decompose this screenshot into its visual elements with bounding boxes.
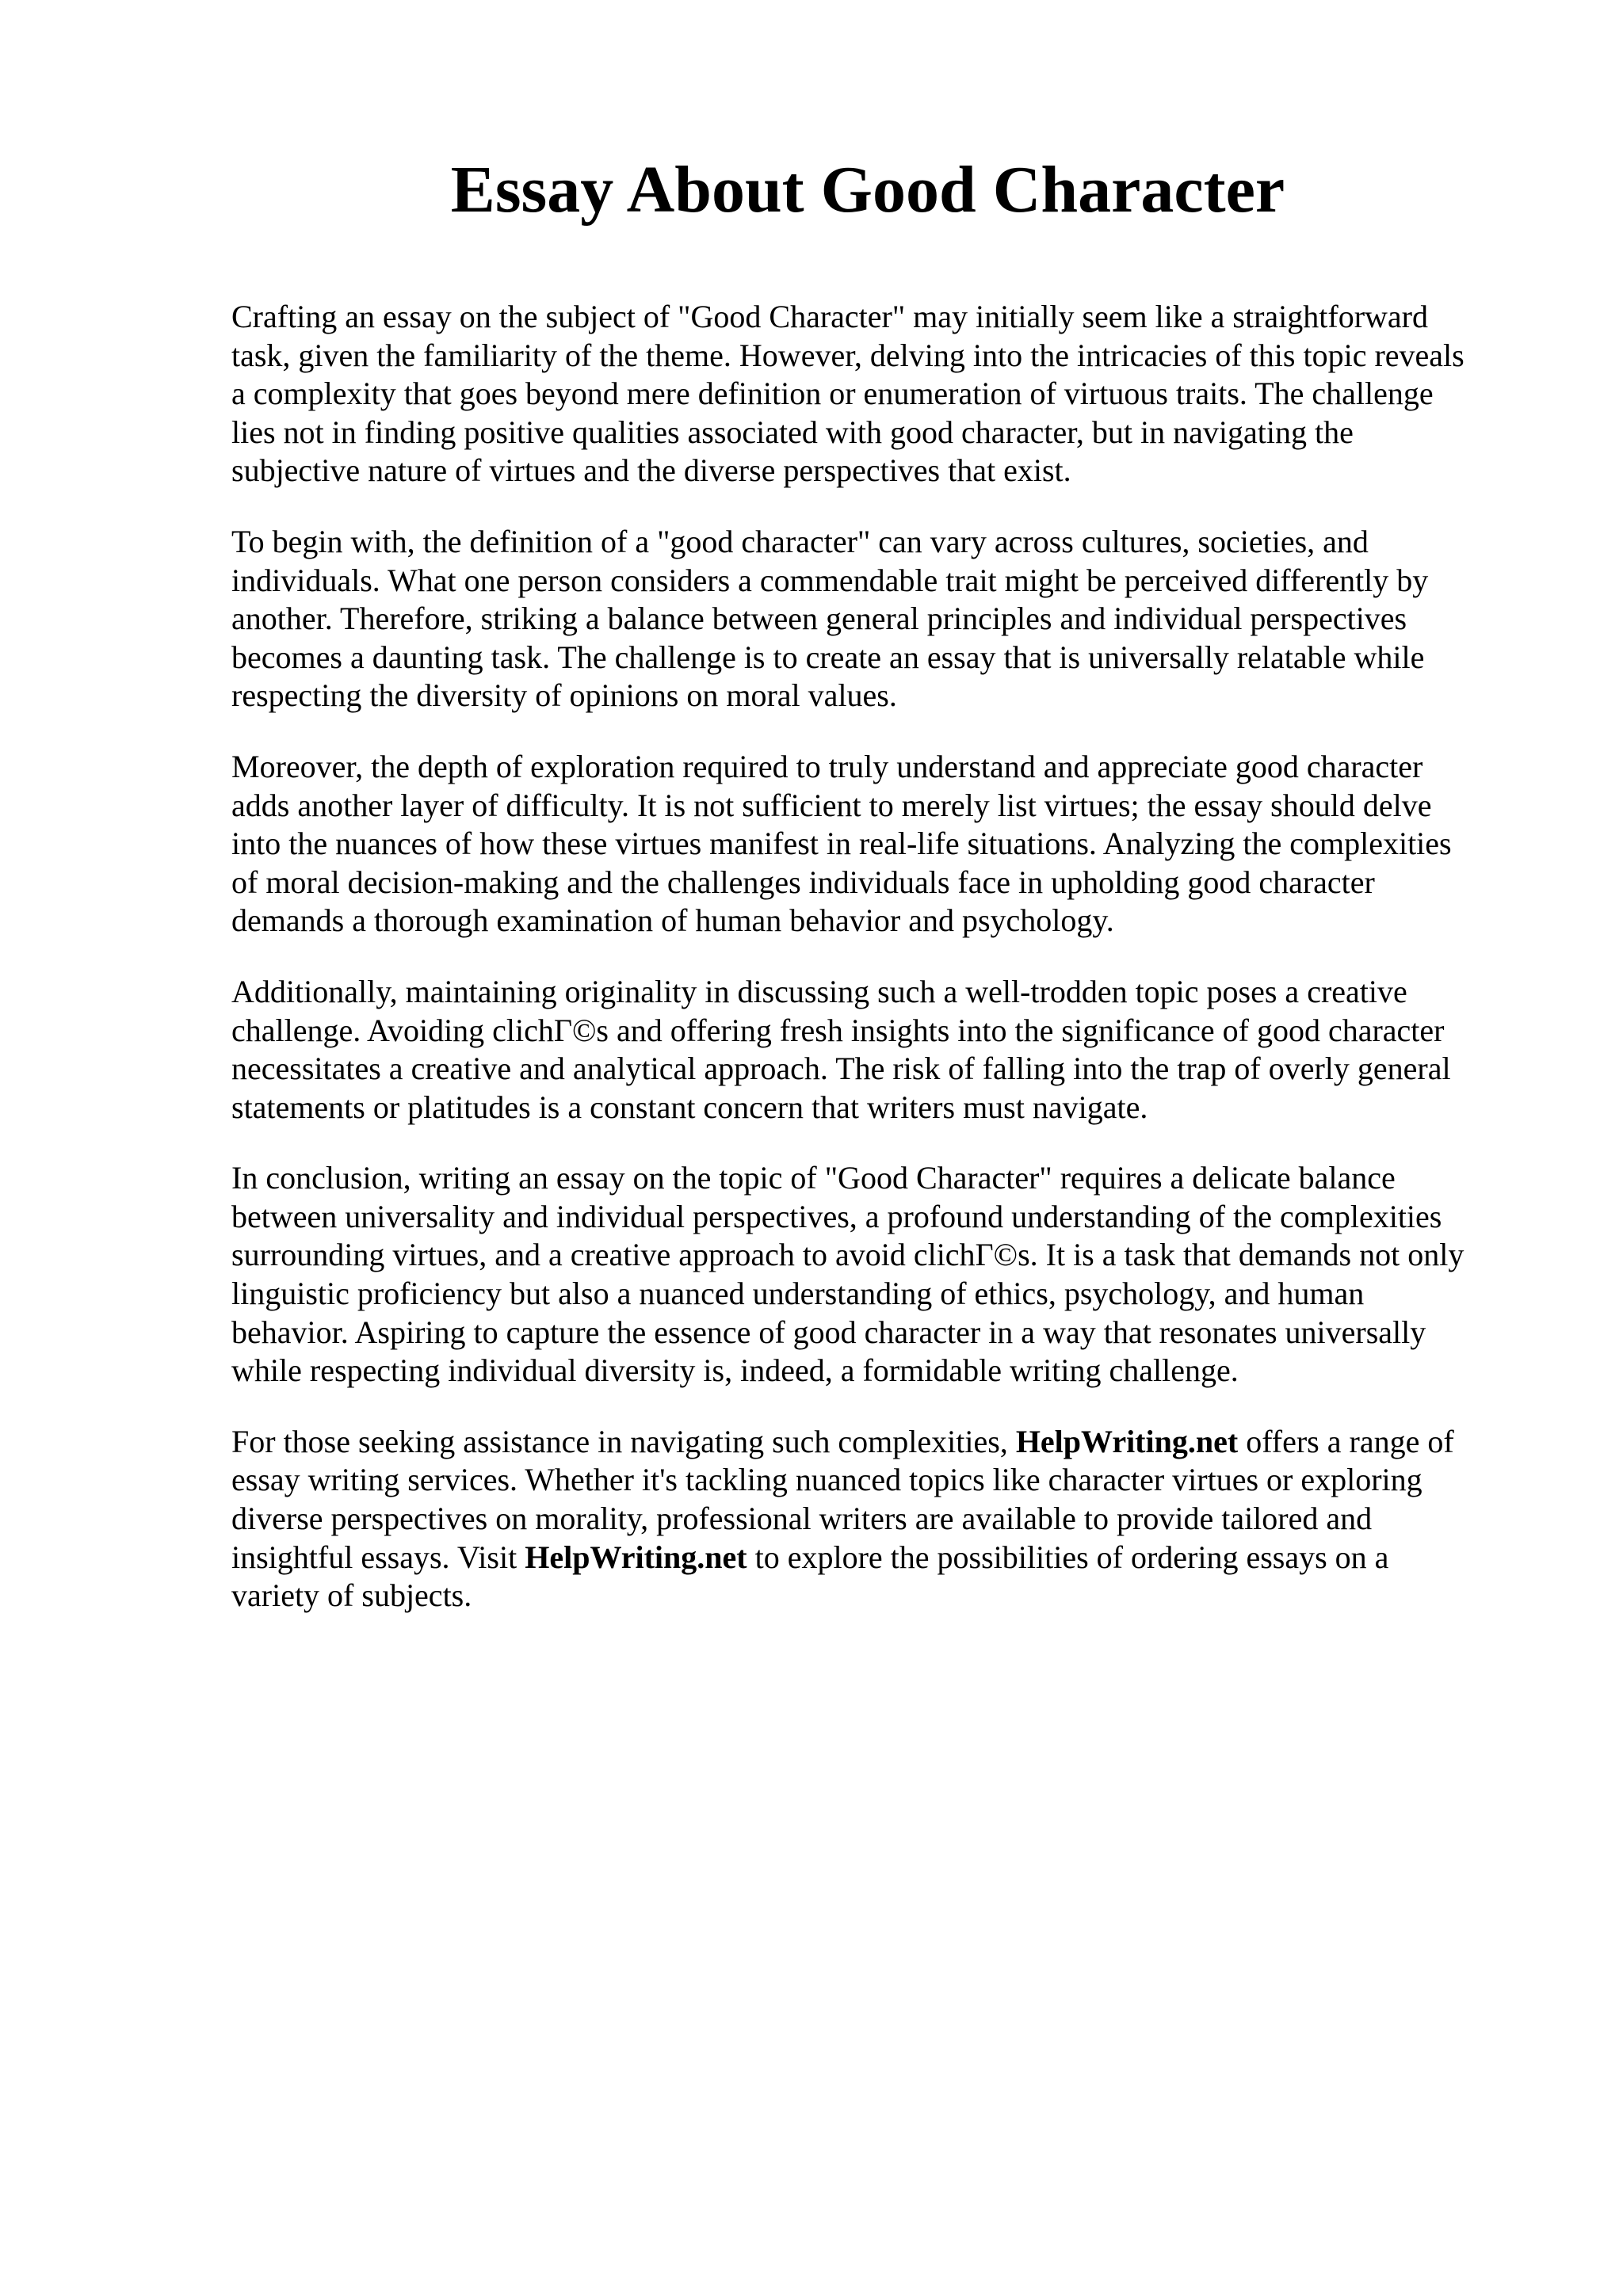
paragraph-line: another. Therefore, striking a balance between general principles and individual perspectives — [231, 601, 1407, 637]
essay-body — [231, 298, 1547, 1648]
paragraph-line: respecting the diversity of opinions on moral values. — [231, 677, 897, 714]
paragraph-line: task, given the familiarity of the theme. However, delving into the intricacies of this topic reveals — [231, 337, 1465, 373]
paragraph-line: Crafting an essay on the subject of "Good Character" may initially seem like a straightforward — [231, 299, 1428, 334]
paragraph-line: behavior. Aspiring to capture the essence of good character in a way that resonates universally — [231, 1314, 1426, 1350]
brand-link[interactable]: HelpWriting.net — [525, 1539, 747, 1575]
brand-link[interactable]: HelpWriting.net — [1015, 1423, 1239, 1459]
paragraph-line: To begin with, the definition of a "good character" can vary across cultures, societies, and — [231, 523, 1369, 559]
paragraph-line: becomes a daunting task. The challenge is to create an essay that is universally relatable while — [231, 639, 1425, 675]
paragraph-line: Additionally, maintaining originality in discussing such a well-trodden topic poses a creative — [231, 973, 1407, 1009]
paragraph-depth — [231, 748, 1547, 940]
paragraph-line: between universality and individual perspectives, a profound understanding of the complexities — [231, 1198, 1442, 1234]
paragraph-line: while respecting individual diversity is, indeed, a formidable writing challenge. — [231, 1352, 1239, 1389]
paragraph-line: lies not in finding positive qualities associated with good character, but in navigating the — [231, 414, 1354, 450]
closing-text: insightful essays. Visit — [231, 1539, 525, 1575]
paragraph-line: Moreover, the depth of exploration required to truly understand and appreciate good character — [231, 748, 1423, 784]
paragraph-line: into the nuances of how these virtues manifest in real-life situations. Analyzing the complexities — [231, 826, 1452, 862]
paragraph-line: demands a thorough examination of human behavior and psychology. — [231, 902, 1114, 939]
paragraph-line: In conclusion, writing an essay on the topic of "Good Character" requires a delicate balance — [231, 1160, 1396, 1196]
paragraph-line: of moral decision-making and the challenges individuals face in upholding good character — [231, 864, 1375, 900]
paragraph-line: necessitates a creative and analytical approach. The risk of falling into the trap of overly general — [231, 1051, 1451, 1087]
paragraph-line: variety of subjects. — [231, 1577, 472, 1614]
paragraph-line: linguistic proficiency but also a nuanced understanding of ethics, psychology, and human — [231, 1276, 1365, 1312]
paragraph-definition — [231, 523, 1547, 715]
paragraph-line: challenge. Avoiding clichΓ©s and offering fresh insights into the significance of good character — [231, 1012, 1445, 1048]
paragraph-line: subjective nature of virtues and the diverse perspectives that exist. — [231, 452, 1071, 489]
paragraph-line — [231, 1423, 1547, 1462]
paragraph-line: statements or platitudes is a constant concern that writers must navigate. — [231, 1089, 1148, 1125]
closing-text: to explore the possibilities of ordering essays on a — [747, 1539, 1389, 1575]
paragraph-line: essay writing services. Whether it's tackling nuanced topics like character virtues or exploring — [231, 1462, 1423, 1498]
closing-text: For those seeking assistance in navigating such complexities, — [231, 1423, 1016, 1459]
paragraph-line: diverse perspectives on morality, professional writers are available to provide tailored and — [231, 1501, 1373, 1537]
paragraph-line: individuals. What one person considers a commendable trait might be perceived differently by — [231, 562, 1429, 598]
paragraph-line: adds another layer of difficulty. It is not sufficient to merely list virtues; the essay should delve — [231, 787, 1432, 823]
paragraph-intro — [231, 298, 1547, 490]
paragraph-conclusion — [231, 1159, 1547, 1390]
paragraph-originality — [231, 973, 1547, 1127]
paragraph-line — [231, 1539, 1547, 1577]
paragraph-line: surrounding virtues, and a creative approach to avoid clichΓ©s. It is a task that demands not only — [231, 1237, 1465, 1273]
paragraph-closing — [231, 1423, 1547, 1615]
paragraph-line: a complexity that goes beyond mere definition or enumeration of virtuous traits. The challenge — [231, 376, 1434, 412]
essay-title: Essay About Good Character — [450, 153, 1285, 227]
closing-text: offers a range of — [1238, 1423, 1454, 1459]
